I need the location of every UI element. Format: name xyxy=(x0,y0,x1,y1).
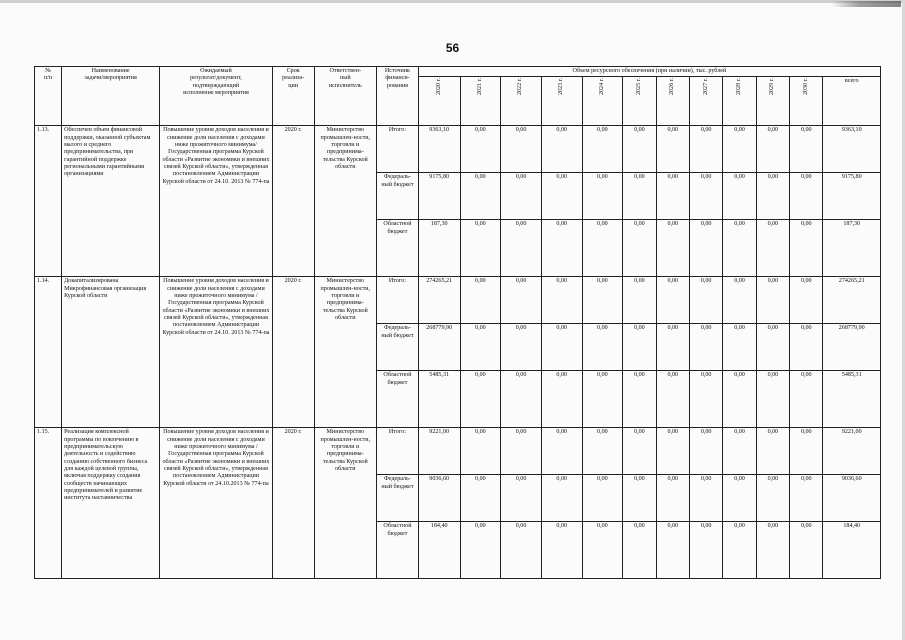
row-responsible: Министерство промышлен-ности, торговли и предпринима-тельства Курской области xyxy=(314,126,377,277)
header-year-label: 2026 г. xyxy=(669,78,676,96)
header-row xyxy=(35,67,881,77)
row-expected-result: Повышение уровня доходов населения и снижение доли населения с доходами ниже прожиточного минимума / Государственная программа Курской области «Развитие экономики и внешних связей Курской области», утвержденная постановлением Администрации Курской области от 24.10. 2013 № 774-па xyxy=(160,277,273,428)
amount-cell: 0,00 xyxy=(756,522,789,579)
amount-cell: 0,00 xyxy=(656,475,689,522)
amount-cell: 0,00 xyxy=(656,324,689,371)
amount-cell: 0,00 xyxy=(689,324,722,371)
amount-cell: 187,30 xyxy=(418,220,460,277)
amount-cell: 0,00 xyxy=(501,324,542,371)
amount-cell: 0,00 xyxy=(756,173,789,220)
scan-edge xyxy=(0,0,905,3)
amount-cell: 0,00 xyxy=(623,324,656,371)
amount-cell: 0,00 xyxy=(582,277,623,324)
amount-cell: 0,00 xyxy=(460,126,501,173)
header-year xyxy=(790,77,823,126)
amount-cell: 0,00 xyxy=(541,173,582,220)
table-row xyxy=(35,277,881,324)
header-expected-result: Ожидаемый результат/документ, подтверждающий исполнение мероприятия xyxy=(160,67,273,126)
amount-cell: 0,00 xyxy=(656,277,689,324)
amount-cell: 0,00 xyxy=(689,126,722,173)
amount-cell: 0,00 xyxy=(623,277,656,324)
header-year xyxy=(582,77,623,126)
total-cell: 9221,00 xyxy=(823,428,881,475)
amount-cell: 0,00 xyxy=(790,324,823,371)
amount-cell: 0,00 xyxy=(790,428,823,475)
header-total: всего xyxy=(823,77,881,126)
total-cell: 9036,60 xyxy=(823,475,881,522)
row-expected-result: Повышение уровня доходов населения и снижение доли населения с доходами ниже прожиточного минимума / Государственная программа Курской области «Развитие экономики и внешних связей Курской области», утвержденная постановлением Администрации Курской области от 24.10.2013 № 774-па xyxy=(160,428,273,579)
amount-cell: 0,00 xyxy=(501,277,542,324)
amount-cell: 0,00 xyxy=(582,324,623,371)
source-label: Итого: xyxy=(377,428,419,475)
source-label: Итого: xyxy=(377,126,419,173)
amount-cell: 0,00 xyxy=(756,428,789,475)
header-year-label: 2029 г. xyxy=(769,78,776,96)
source-label: Областной бюджет xyxy=(377,371,419,428)
amount-cell: 0,00 xyxy=(501,220,542,277)
row-num: 1.14. xyxy=(35,277,62,428)
amount-cell: 0,00 xyxy=(656,522,689,579)
amount-cell: 0,00 xyxy=(582,126,623,173)
header-year-label: 2025 г. xyxy=(635,78,642,96)
amount-cell: 0,00 xyxy=(623,522,656,579)
amount-cell: 0,00 xyxy=(460,173,501,220)
amount-cell: 0,00 xyxy=(689,173,722,220)
amount-cell: 0,00 xyxy=(723,371,756,428)
amount-cell: 0,00 xyxy=(541,428,582,475)
amount-cell: 0,00 xyxy=(756,324,789,371)
amount-cell: 0,00 xyxy=(460,428,501,475)
source-label: Итого: xyxy=(377,277,419,324)
amount-cell: 0,00 xyxy=(541,324,582,371)
amount-cell: 0,00 xyxy=(541,522,582,579)
row-name: Докапитализирована Микрофинансовая организация Курской области xyxy=(62,277,160,428)
table-row xyxy=(35,126,881,173)
header-name: Наименование задачи/мероприятия xyxy=(62,67,160,126)
amount-cell: 0,00 xyxy=(501,173,542,220)
amount-cell: 0,00 xyxy=(656,126,689,173)
row-responsible: Министерство промышлен-ности, торговли и предпринима-тельства Курской области xyxy=(314,277,377,428)
header-year-label: 2024 г. xyxy=(598,78,605,96)
amount-cell: 0,00 xyxy=(790,522,823,579)
amount-cell: 0,00 xyxy=(541,126,582,173)
amount-cell: 0,00 xyxy=(756,371,789,428)
amount-cell: 0,00 xyxy=(790,126,823,173)
table-row xyxy=(35,428,881,475)
amount-cell: 0,00 xyxy=(723,126,756,173)
amount-cell: 0,00 xyxy=(582,428,623,475)
row-term: 2020 г. xyxy=(272,428,314,579)
amount-cell: 0,00 xyxy=(460,277,501,324)
amount-cell: 0,00 xyxy=(541,220,582,277)
header-num: № п/п xyxy=(35,67,62,126)
header-year xyxy=(541,77,582,126)
amount-cell: 0,00 xyxy=(723,277,756,324)
amount-cell: 9363,10 xyxy=(418,126,460,173)
header-year xyxy=(418,77,460,126)
amount-cell: 0,00 xyxy=(460,522,501,579)
total-cell: 9363,10 xyxy=(823,126,881,173)
amount-cell: 0,00 xyxy=(756,475,789,522)
total-cell: 274265,21 xyxy=(823,277,881,324)
header-year xyxy=(460,77,501,126)
amount-cell: 0,00 xyxy=(460,220,501,277)
amount-cell: 0,00 xyxy=(541,475,582,522)
amount-cell: 0,00 xyxy=(460,475,501,522)
amount-cell: 0,00 xyxy=(656,428,689,475)
total-cell: 268779,90 xyxy=(823,324,881,371)
source-label: Федераль-ный бюджет xyxy=(377,475,419,522)
amount-cell: 0,00 xyxy=(790,371,823,428)
amount-cell: 9175,80 xyxy=(418,173,460,220)
header-year-label: 2021 г. xyxy=(476,78,483,96)
header-year xyxy=(501,77,542,126)
page-number: 56 xyxy=(445,41,460,55)
header-responsible: Ответствен- ный исполнитель xyxy=(314,67,377,126)
amount-cell: 268779,90 xyxy=(418,324,460,371)
amount-cell: 0,00 xyxy=(501,428,542,475)
row-name: Реализация комплексной программы по вовлечению в предпринимательскую деятельность и содействию созданию собственного бизнеса для каждой целевой группы, включая поддержку создания сообществ начинающих предпринимателей и развитие института наставничества xyxy=(62,428,160,579)
amount-cell: 0,00 xyxy=(623,126,656,173)
header-year xyxy=(723,77,756,126)
amount-cell: 0,00 xyxy=(723,522,756,579)
resource-table xyxy=(34,66,881,579)
row-responsible: Министерство промышлен-ности, торговли и предпринима-тельства Курской области xyxy=(314,428,377,579)
amount-cell: 0,00 xyxy=(623,220,656,277)
row-term: 2020 г. xyxy=(272,277,314,428)
amount-cell: 0,00 xyxy=(582,173,623,220)
header-year-label: 2027 г. xyxy=(702,78,709,96)
amount-cell: 0,00 xyxy=(790,173,823,220)
header-year xyxy=(656,77,689,126)
amount-cell: 274265,21 xyxy=(418,277,460,324)
row-term: 2020 г. xyxy=(272,126,314,277)
amount-cell: 0,00 xyxy=(689,428,722,475)
amount-cell: 0,00 xyxy=(582,522,623,579)
header-year-label: 2023 г. xyxy=(558,78,565,96)
amount-cell: 0,00 xyxy=(756,220,789,277)
amount-cell: 0,00 xyxy=(689,475,722,522)
amount-cell: 0,00 xyxy=(790,220,823,277)
header-year xyxy=(756,77,789,126)
amount-cell: 0,00 xyxy=(582,371,623,428)
amount-cell: 0,00 xyxy=(623,173,656,220)
amount-cell: 0,00 xyxy=(460,371,501,428)
amount-cell: 0,00 xyxy=(723,475,756,522)
source-label: Федераль-ный бюджет xyxy=(377,173,419,220)
amount-cell: 0,00 xyxy=(790,475,823,522)
header-year-label: 2022 г. xyxy=(517,78,524,96)
amount-cell: 0,00 xyxy=(623,371,656,428)
total-cell: 9175,80 xyxy=(823,173,881,220)
header-year-label: 2028 г. xyxy=(735,78,742,96)
header-source: Источник финанси- рования xyxy=(377,67,419,126)
row-expected-result: Повышение уровня доходов населения и снижение доли населения с доходами ниже прожиточного минимума/ Государственная программа Курской области «Развитие экономики и внешних связей Курской области», утвержденная постановлением Администрации Курской области от 24.10. 2013 № 774-па xyxy=(160,126,273,277)
amount-cell: 0,00 xyxy=(723,428,756,475)
row-num: 1.15. xyxy=(35,428,62,579)
scan-mark xyxy=(831,1,901,7)
amount-cell: 0,00 xyxy=(689,220,722,277)
amount-cell: 0,00 xyxy=(656,220,689,277)
source-label: Федераль-ный бюджет xyxy=(377,324,419,371)
amount-cell: 0,00 xyxy=(689,277,722,324)
header-year xyxy=(689,77,722,126)
amount-cell: 0,00 xyxy=(723,173,756,220)
amount-cell: 0,00 xyxy=(541,277,582,324)
source-label: Областной бюджет xyxy=(377,522,419,579)
header-term: Срок реализа- ции xyxy=(272,67,314,126)
source-label: Областной бюджет xyxy=(377,220,419,277)
amount-cell: 0,00 xyxy=(501,475,542,522)
amount-cell: 184,40 xyxy=(418,522,460,579)
total-cell: 184,40 xyxy=(823,522,881,579)
amount-cell: 0,00 xyxy=(790,277,823,324)
amount-cell: 5485,31 xyxy=(418,371,460,428)
total-cell: 5485,31 xyxy=(823,371,881,428)
amount-cell: 0,00 xyxy=(723,220,756,277)
amount-cell: 0,00 xyxy=(501,126,542,173)
header-year-label: 2020 г. xyxy=(435,78,442,96)
amount-cell: 0,00 xyxy=(501,522,542,579)
row-name: Обеспечен объем финансовой поддержки, оказанной субъектам малого и среднего предпринимательства, при гарантийной поддержке региональными гарантийными организациями xyxy=(62,126,160,277)
amount-cell: 0,00 xyxy=(582,220,623,277)
row-num: 1.13. xyxy=(35,126,62,277)
amount-cell: 0,00 xyxy=(723,324,756,371)
amount-cell: 0,00 xyxy=(541,371,582,428)
amount-cell: 0,00 xyxy=(656,371,689,428)
amount-cell: 9036,60 xyxy=(418,475,460,522)
amount-cell: 0,00 xyxy=(756,277,789,324)
total-cell: 187,30 xyxy=(823,220,881,277)
header-volume: Объем ресурсного обеспечения (при наличии), тыс. рублей xyxy=(418,67,880,77)
amount-cell: 0,00 xyxy=(460,324,501,371)
amount-cell: 0,00 xyxy=(623,428,656,475)
amount-cell: 0,00 xyxy=(623,475,656,522)
amount-cell: 9221,00 xyxy=(418,428,460,475)
amount-cell: 0,00 xyxy=(756,126,789,173)
amount-cell: 0,00 xyxy=(501,371,542,428)
amount-cell: 0,00 xyxy=(689,522,722,579)
amount-cell: 0,00 xyxy=(582,475,623,522)
header-year xyxy=(623,77,656,126)
amount-cell: 0,00 xyxy=(656,173,689,220)
amount-cell: 0,00 xyxy=(689,371,722,428)
header-year-label: 2030 г. xyxy=(802,78,809,96)
